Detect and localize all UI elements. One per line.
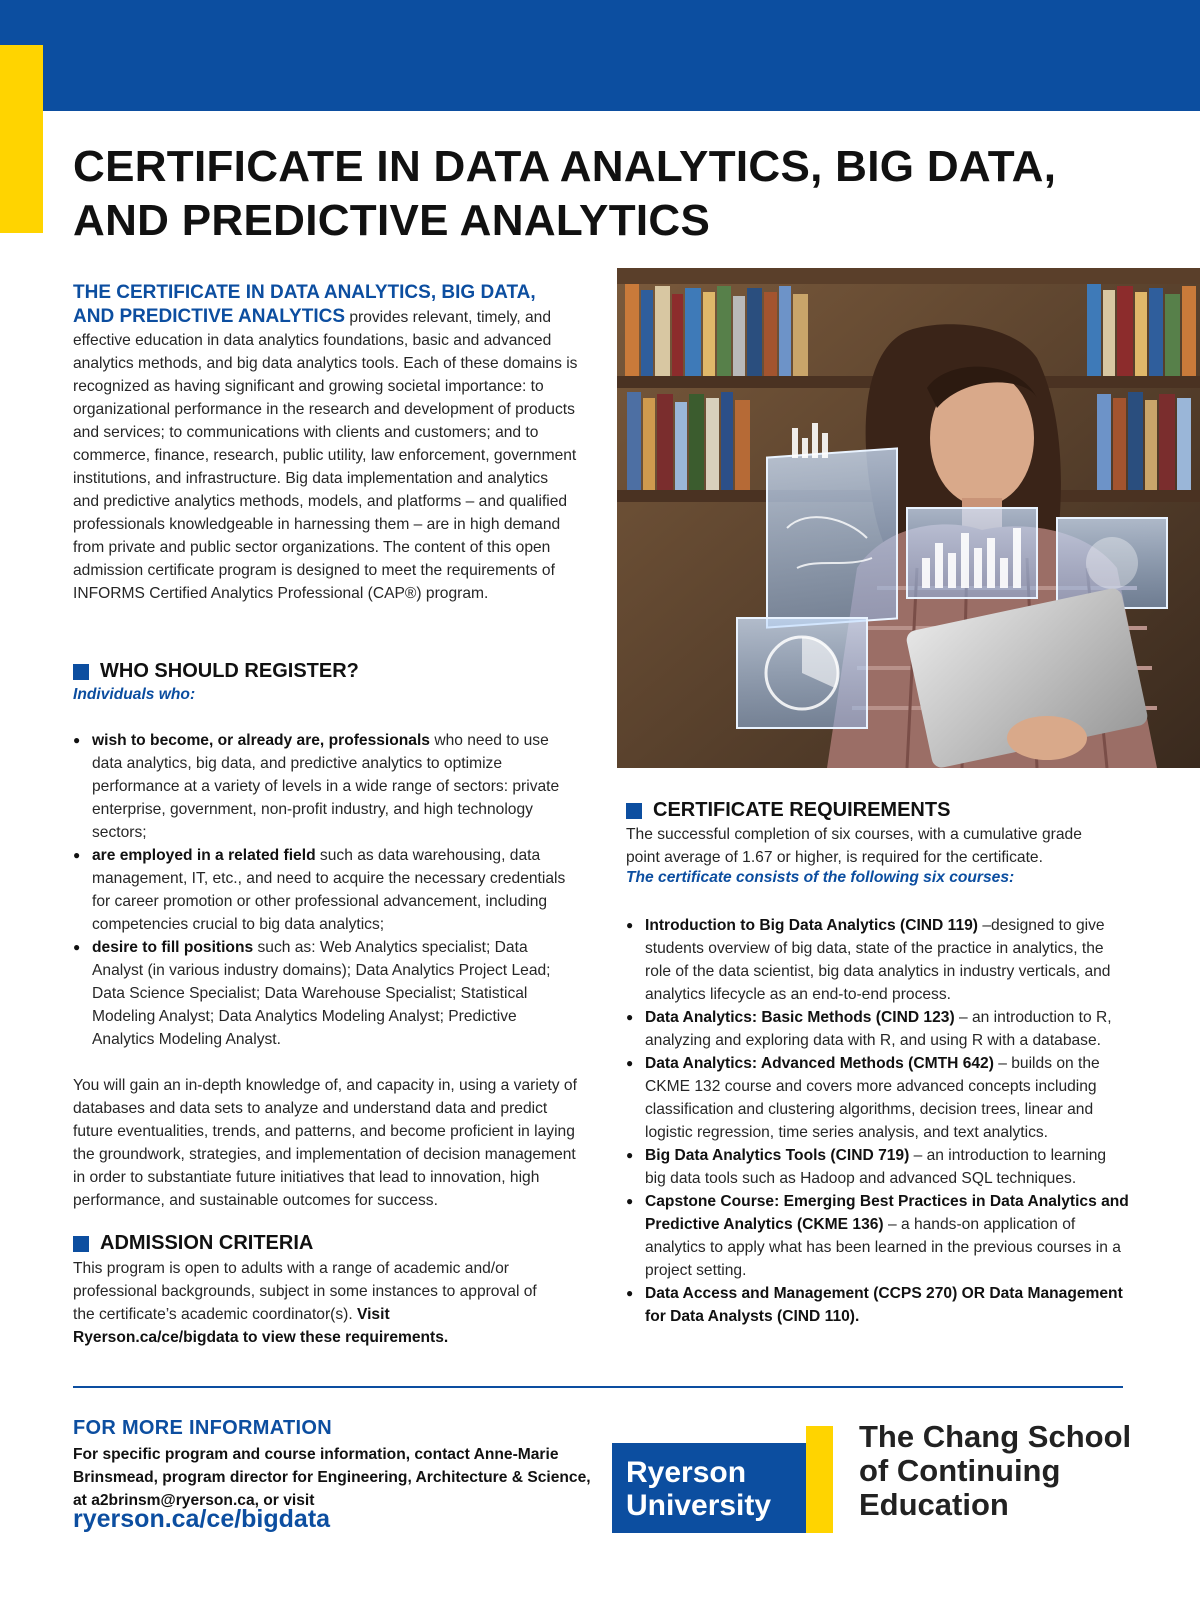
who-heading-text: WHO SHOULD REGISTER?	[100, 660, 359, 682]
item-bold: wish to become, or already are, professionals	[92, 732, 430, 749]
admission-heading-text: ADMISSION CRITERIA	[100, 1232, 314, 1254]
course-title: Data Analytics: Advanced Methods (CMTH 642)	[645, 1055, 994, 1072]
intro-lead: THE CERTIFICATE IN DATA ANALYTICS, BIG DATA, AND PREDICTIVE ANALYTICS	[73, 282, 536, 327]
intro-text: provides relevant, timely, and effective education in data analytics foundations, basic and advanced analytics methods, and big data analytics tools. Each of these domains is recognized as having significant and growing societal importance: to organizational performance in the research and development of products and services; to communications with clients and customers; and to commerce, finance, research, public utility, law enforcement, government institutions, and infrastructure. Big data implementation and analytics and predictive analytics methods, models, and platforms – and qualified professionals knowledgeable in harnessing them – are in high demand from private and public sector organizations. The content of this open admission certificate program is designed to meet the requirements of INFORMS Certified Analytics Professional (CAP®) program.	[73, 309, 578, 602]
course-item	[626, 914, 1131, 1006]
item-text: such as data warehousing, data management, IT, etc., and need to acquire the necessary credentials for career promotion or other professional advancement, including competencies crucial to big data analytics;	[92, 847, 566, 933]
admission-link-text: Visit Ryerson.ca/ce/bigdata to view these requirements.	[73, 1306, 449, 1346]
logo-line-2: University	[626, 1489, 772, 1522]
heading-square-icon	[73, 1236, 89, 1252]
item-bold: desire to fill positions	[92, 939, 254, 956]
item-text: such as: Web Analytics specialist; Data Analyst (in various industry domains); Data Analytics Project Lead; Data Science Specialist; Data Warehouse Specialist; Statistical Modeling Analyst; Data Analytics Modeling Analyst; Predictive Analytics Modeling Analyst.	[92, 939, 551, 1048]
intro-paragraph	[73, 281, 578, 605]
who-list	[73, 729, 578, 1051]
student-photo	[617, 268, 1200, 768]
requirements-text: The successful completion of six courses, with a cumulative grade point average of 1.67 or higher, is required for the certificate.	[626, 826, 1082, 866]
title-line-1: CERTIFICATE IN DATA ANALYTICS, BIG DATA,	[73, 142, 1057, 191]
header-band	[0, 0, 1200, 111]
course-desc: – an introduction to learning big data tools such as Hadoop and advanced SQL techniques.	[645, 1147, 1107, 1187]
admission-body: This program is open to adults with a range of academic and/or professional backgrounds, subject in some instances to approval of the certificate’s academic coordinator(s).	[73, 1260, 537, 1323]
school-line-1: The Chang School	[859, 1419, 1132, 1454]
course-desc: – a hands-on application of analytics to apply what has been learned in the previous courses in a project setting.	[645, 1216, 1121, 1279]
admission-text	[73, 1257, 553, 1349]
who-closing: You will gain an in-depth knowledge of, and capacity in, using a variety of databases and data sets to analyze and understand data and predict future eventualities, trends, and patterns, and become proficient in laying the groundwork, strategies, and implementation of decision management in order to substantiate future initiatives that lead to innovation, high performance, and sustainable outcomes for success.	[73, 1077, 577, 1209]
logo-accent	[806, 1426, 833, 1533]
course-item	[626, 1144, 1131, 1190]
course-title: Big Data Analytics Tools (CIND 719)	[645, 1147, 910, 1164]
list-item	[73, 729, 578, 844]
program-website-link[interactable]: ryerson.ca/ce/bigdata	[73, 1505, 331, 1533]
accent-tab	[0, 45, 43, 233]
course-item	[626, 1052, 1131, 1144]
course-item	[626, 1190, 1131, 1282]
chang-school-name	[859, 1420, 1131, 1522]
footer-divider	[73, 1386, 1123, 1388]
more-info-text: For specific program and course information, contact Anne-Marie Brinsmead, program director for Engineering, Architecture & Science, at a2brinsm@ryerson.ca, or visit	[73, 1446, 591, 1509]
course-title: Introduction to Big Data Analytics (CIND 119)	[645, 917, 978, 934]
school-line-3: Education	[859, 1487, 1009, 1522]
course-desc: –designed to give students overview of big data, state of the practice in analytics, the role of the data scientist, big data analytics in industry verticals, and analytics lifecycle as an end-to-end process.	[645, 917, 1111, 1003]
student-illustration	[617, 268, 1200, 768]
item-bold: are employed in a related field	[92, 847, 316, 864]
course-title: Capstone Course: Emerging Best Practices in Data Analytics and Predictive Analytics (CKME 136)	[645, 1193, 1129, 1233]
ryerson-logo-text	[626, 1456, 771, 1522]
requirements-heading	[626, 799, 950, 822]
course-item	[626, 1006, 1131, 1052]
courses-list	[626, 914, 1131, 1328]
course-title: Data Access and Management (CCPS 270) OR Data Management for Data Analysts (CIND 110).	[645, 1285, 1123, 1325]
list-item	[73, 844, 578, 936]
list-item	[73, 936, 578, 1051]
requirements-subheading: The certificate consists of the following six courses:	[626, 869, 1015, 886]
course-desc: – an introduction to R, analyzing and exploring data with R, and using R with a database.	[645, 1009, 1112, 1049]
more-info-heading: FOR MORE INFORMATION	[73, 1417, 332, 1439]
heading-square-icon	[73, 664, 89, 680]
page-title	[73, 140, 1173, 248]
title-line-2: AND PREDICTIVE ANALYTICS	[73, 196, 711, 245]
course-title: Data Analytics: Basic Methods (CIND 123)	[645, 1009, 955, 1026]
admission-heading	[73, 1232, 313, 1255]
course-item	[626, 1282, 1131, 1328]
requirements-heading-text: CERTIFICATE REQUIREMENTS	[653, 799, 951, 821]
who-subheading: Individuals who:	[73, 686, 196, 703]
item-text: who need to use data analytics, big data, and predictive analytics to optimize performance at a variety of levels in a wide range of sectors: private enterprise, government, non-profit industry, and high technology sectors;	[92, 732, 560, 841]
school-line-2: of Continuing	[859, 1453, 1061, 1488]
heading-square-icon	[626, 803, 642, 819]
who-heading	[73, 660, 359, 683]
logo-line-1: Ryerson	[626, 1456, 747, 1489]
course-desc: – builds on the CKME 132 course and covers more advanced concepts including classification and clustering algorithms, decision trees, linear and logistic regression, time series analysis, and text analytics.	[645, 1055, 1100, 1141]
